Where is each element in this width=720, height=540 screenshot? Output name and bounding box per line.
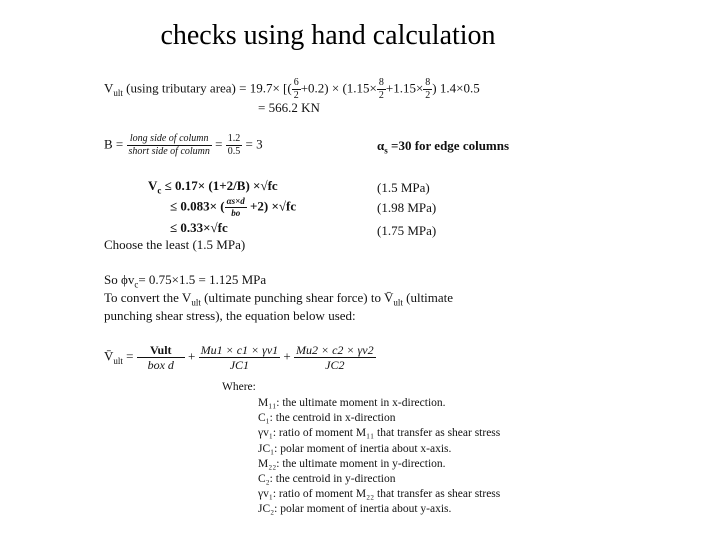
vc-line-2-frac-den: bo xyxy=(231,208,241,218)
beta-lhs: B = xyxy=(104,136,124,152)
where-item: C₁: the centroid in x-direction xyxy=(258,412,396,425)
vult-tributary-line xyxy=(104,78,480,101)
convert-sub-2: ult xyxy=(393,297,403,308)
vc-line-2-rest: +2) ×√fc xyxy=(246,198,297,214)
vult-subscript: ult xyxy=(113,88,123,99)
eq-term-2-den: JC1 xyxy=(229,358,250,372)
where-item: γv₁: ratio of moment M₁₁ that transfer as shear stress xyxy=(258,427,501,440)
where-title: Where: xyxy=(222,381,256,393)
where-item: JC₁: polar moment of inertia about x-axis. xyxy=(258,442,452,455)
convert-text-2: (ultimate punching shear force) to V̄ xyxy=(200,290,394,305)
beta-line xyxy=(104,134,263,157)
fraction-3-num: 8 xyxy=(425,77,431,88)
where-item: JC₂: polar moment of inertia about y-axis. xyxy=(258,503,452,516)
choose-least-text: Choose the least (1.5 MPa) xyxy=(104,237,246,252)
beta-fraction-den: short side of column xyxy=(128,146,210,157)
vc-subscript: c xyxy=(157,185,162,196)
alpha-text: =30 for edge columns xyxy=(387,138,510,153)
vult-text-b: +0.2) × (1.15× xyxy=(300,80,377,96)
vc-symbol: V xyxy=(148,178,158,193)
beta-eq: = xyxy=(215,136,223,152)
vult-result: = 566.2 KN xyxy=(258,100,320,115)
where-item: C₂: the centroid in y-direction xyxy=(258,473,396,486)
so-text: So ϕv xyxy=(104,272,135,287)
convert-text-1: To convert the V xyxy=(104,290,192,305)
beta-value-num: 1.2 xyxy=(227,133,241,144)
beta-result: = 3 xyxy=(245,136,263,152)
vc-line-2-frac-num: αs×d xyxy=(226,196,245,206)
page-title: checks using hand calculation xyxy=(160,20,496,51)
eq-sign: = xyxy=(126,348,134,364)
vc-line-3-value: (1.75 MPa) xyxy=(377,223,437,238)
beta-value-fraction xyxy=(226,134,243,157)
fraction-1-den: 2 xyxy=(293,90,299,101)
fraction-3 xyxy=(423,78,432,101)
vult-text-c: +1.15× xyxy=(385,80,424,96)
eq-lhs: V̄ xyxy=(104,348,114,364)
eq-lhs-subscript: ult xyxy=(113,356,123,367)
eq-term-3-den: JC2 xyxy=(325,358,345,372)
vult-text-d: ) 1.4×0.5 xyxy=(432,80,480,96)
eq-term-1-num: Vult xyxy=(137,344,185,358)
beta-fraction xyxy=(127,134,212,157)
alpha-line xyxy=(377,138,509,156)
vc-line-1-value: (1.5 MPa) xyxy=(377,180,430,195)
eq-term-1 xyxy=(137,344,185,371)
punching-stress-equation xyxy=(104,344,376,371)
vult-symbol: V xyxy=(104,80,114,96)
beta-fraction-num: long side of column xyxy=(127,134,212,146)
eq-term-3 xyxy=(294,344,376,371)
vc-line-2-value: (1.98 MPa) xyxy=(377,200,437,215)
vc-line-1 xyxy=(148,178,278,196)
beta-value-den: 0.5 xyxy=(227,146,241,157)
eq-term-3-num: Mu2 × c2 × γv2 xyxy=(296,343,374,357)
so-rest: = 0.75×1.5 = 1.125 MPa xyxy=(138,272,267,287)
where-item: M₁₁: the ultimate moment in x-direction. xyxy=(258,397,446,409)
eq-term-2 xyxy=(199,344,281,371)
convert-sub-1: ult xyxy=(191,297,201,308)
fraction-1 xyxy=(292,78,301,101)
eq-plus-2: + xyxy=(283,348,291,364)
vc-line-1-text: ≤ 0.17× (1+2/B) ×√fc xyxy=(161,178,278,193)
where-item: M₂₂: the ultimate moment in y-direction. xyxy=(258,457,446,470)
vc-line-2-fraction xyxy=(225,197,247,218)
alpha-symbol: α xyxy=(377,138,385,153)
fraction-2-den: 2 xyxy=(378,90,384,101)
vc-line-2 xyxy=(170,197,296,218)
where-list xyxy=(258,396,500,518)
convert-line-2: punching shear stress), the equation below used: xyxy=(104,308,356,323)
vc-line-2-text: ≤ 0.083× ( xyxy=(170,198,225,214)
fraction-2-num: 8 xyxy=(378,77,384,88)
eq-term-2-num: Mu1 × c1 × γv1 xyxy=(200,343,279,357)
fraction-1-num: 6 xyxy=(293,77,299,88)
so-line xyxy=(104,272,266,290)
eq-term-1-den: box d xyxy=(147,358,174,372)
so-subscript: c xyxy=(134,279,139,290)
where-item: γv₁: ratio of moment M₂₂ that transfer as shear stress xyxy=(258,488,501,501)
alpha-subscript: s xyxy=(384,145,388,156)
fraction-2 xyxy=(377,78,386,101)
convert-line-1 xyxy=(104,290,540,308)
convert-text-3: (ultimate xyxy=(402,290,454,305)
fraction-3-den: 2 xyxy=(425,90,431,101)
eq-plus-1: + xyxy=(188,348,196,364)
vc-line-3: ≤ 0.33×√fc xyxy=(170,220,228,235)
vult-text-a: (using tributary area) = 19.7× [( xyxy=(126,80,292,96)
